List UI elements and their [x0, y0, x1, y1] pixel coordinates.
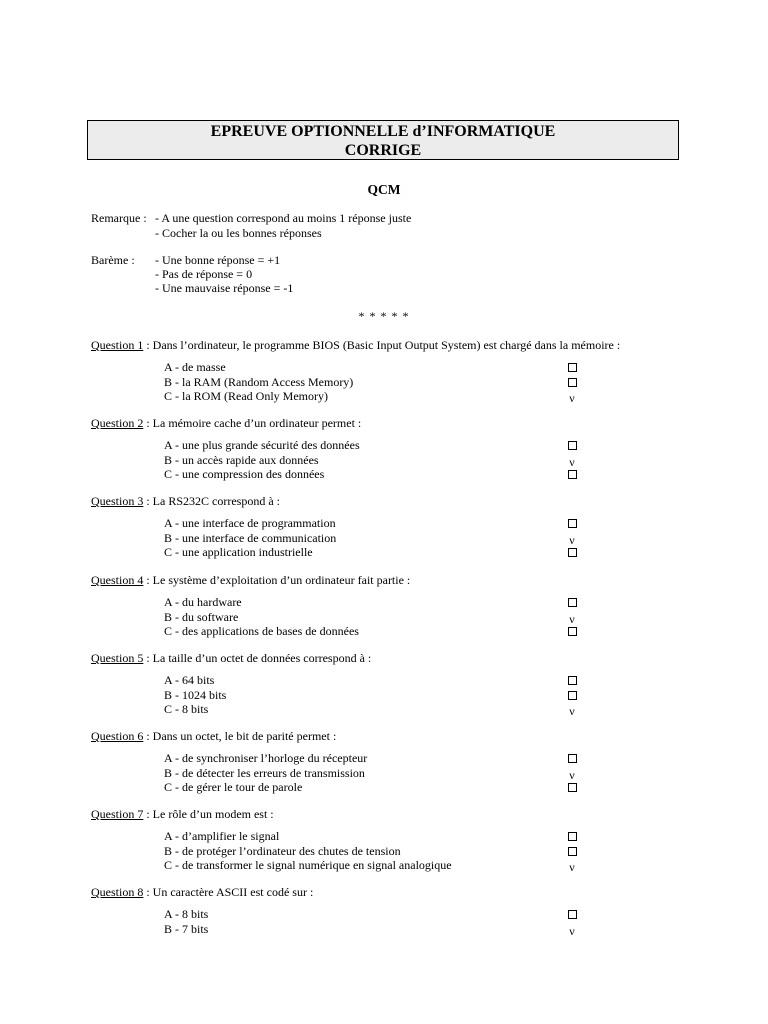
answer-option: B - de protéger l’ordinateur des chutes de tension: [164, 843, 401, 858]
question-label: Question 6: [91, 729, 144, 743]
checked-answer-mark: ν: [569, 532, 575, 547]
answer-option: B - une interface de communication: [164, 530, 337, 545]
question-text: : Le système d’exploitation d’un ordinateur fait partie :: [143, 573, 411, 587]
empty-checkbox: [568, 470, 577, 479]
answer-option: C - une application industrielle: [164, 545, 313, 559]
checked-answer-mark: ν: [569, 767, 575, 782]
empty-checkbox: [568, 676, 577, 685]
empty-checkbox: [568, 910, 577, 919]
empty-checkbox: [568, 832, 577, 841]
answer-option: B - du software: [164, 609, 239, 624]
answer-option: B - de détecter les erreurs de transmission: [164, 765, 365, 780]
checked-answer-mark: ν: [569, 391, 575, 405]
question-3: [91, 494, 280, 508]
answer-option: B - 1024 bits: [164, 687, 227, 702]
empty-checkbox: [568, 378, 577, 387]
answer-option: B - 7 bits: [164, 921, 209, 936]
question-label: Question 3: [91, 494, 144, 508]
checked-answer-mark: ν: [569, 860, 575, 874]
document-subtitle: CORRIGE: [344, 142, 422, 159]
checked-answer-mark: ν: [569, 454, 575, 469]
question-text: : La mémoire cache d’un ordinateur permet :: [143, 416, 362, 430]
answer-option: C - des applications de bases de données: [164, 624, 359, 638]
question-5: [91, 651, 371, 665]
answer-option: C - une compression des données: [164, 467, 325, 481]
answer-option: C - 8 bits: [164, 702, 209, 716]
question-7: [91, 807, 274, 821]
empty-checkbox: [568, 548, 577, 557]
empty-checkbox: [568, 363, 577, 372]
answer-option: B - la RAM (Random Access Memory): [164, 374, 354, 389]
question-text: : La taille d’un octet de données correspond à :: [143, 651, 372, 665]
question-label: Question 4: [91, 573, 144, 587]
answer-option: A - de synchroniser l’horloge du récepteur: [164, 751, 368, 765]
answer-option: A - une plus grande sécurité des données: [164, 438, 360, 452]
remarque-line-2: - Cocher la ou les bonnes réponses: [155, 226, 322, 240]
answer-option: B - un accès rapide aux données: [164, 452, 319, 467]
question-text: : Dans l’ordinateur, le programme BIOS (Basic Input Output System) est chargé dans la mémoire :: [143, 338, 621, 352]
answer-option: C - de gérer le tour de parole: [164, 780, 303, 794]
question-1: [91, 338, 620, 352]
question-text: : Un caractère ASCII est codé sur :: [143, 885, 314, 899]
question-text: : Le rôle d’un modem est :: [143, 807, 274, 821]
bareme-label: Barème :: [91, 253, 135, 267]
empty-checkbox: [568, 441, 577, 450]
answer-option: C - la ROM (Read Only Memory): [164, 389, 328, 403]
question-2: [91, 416, 361, 430]
answer-option: A - d’amplifier le signal: [164, 829, 280, 843]
question-label: Question 5: [91, 651, 144, 665]
answer-option: A - du hardware: [164, 595, 242, 609]
checked-answer-mark: ν: [569, 611, 575, 626]
empty-checkbox: [568, 519, 577, 528]
empty-checkbox: [568, 754, 577, 763]
question-6: [91, 729, 336, 743]
question-label: Question 7: [91, 807, 144, 821]
empty-checkbox: [568, 598, 577, 607]
answer-option: A - de masse: [164, 360, 226, 374]
question-text: : La RS232C correspond à :: [143, 494, 280, 508]
bareme-line-1: - Une bonne réponse = +1: [155, 253, 281, 267]
empty-checkbox: [568, 783, 577, 792]
checked-answer-mark: ν: [569, 704, 575, 718]
section-title: QCM: [367, 182, 401, 197]
question-label: Question 1: [91, 338, 144, 352]
document-title: EPREUVE OPTIONNELLE d’INFORMATIQUE: [210, 123, 556, 140]
question-8: [91, 885, 313, 899]
separator: * * * * *: [358, 309, 410, 323]
question-4: [91, 573, 410, 587]
bareme-line-2: - Pas de réponse = 0: [155, 267, 253, 281]
question-label: Question 8: [91, 885, 144, 899]
bareme-line-3: - Une mauvaise réponse = -1: [155, 281, 294, 295]
remarque-label: Remarque :: [91, 211, 147, 225]
question-label: Question 2: [91, 416, 144, 430]
answer-option: A - une interface de programmation: [164, 516, 336, 530]
answer-option: A - 8 bits: [164, 907, 209, 921]
empty-checkbox: [568, 847, 577, 856]
empty-checkbox: [568, 691, 577, 700]
document-title-box: [87, 120, 679, 160]
question-text: : Dans un octet, le bit de parité permet :: [143, 729, 337, 743]
answer-option: C - de transformer le signal numérique en signal analogique: [164, 858, 452, 872]
empty-checkbox: [568, 627, 577, 636]
checked-answer-mark: ν: [569, 923, 575, 938]
remarque-line-1: - A une question correspond au moins 1 réponse juste: [155, 211, 412, 225]
answer-option: A - 64 bits: [164, 673, 215, 687]
